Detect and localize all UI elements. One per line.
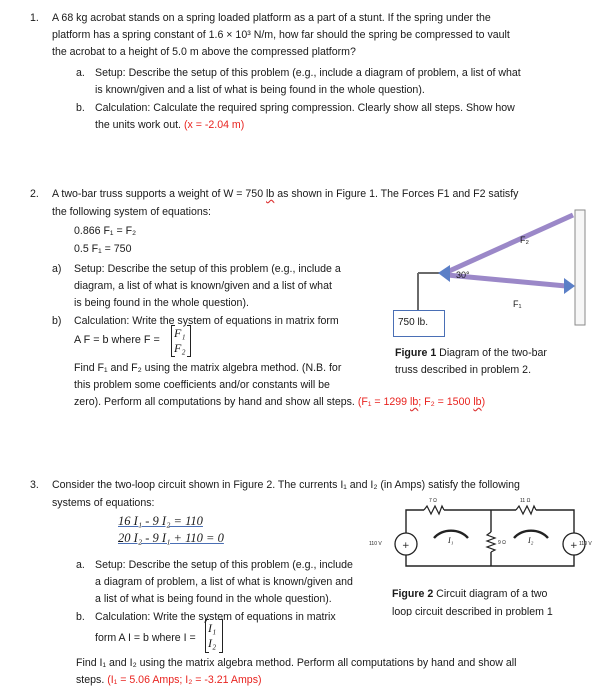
p2-line1b: as shown in Figure 1. The Forces F1 and F2 satisfy	[274, 188, 519, 200]
p3-equation2-text: 20 I₂ - 9 I₁ + 110 = 0	[118, 531, 224, 545]
p1-line2: platform has a spring constant of 1.6 × 10³ N/m, how far should the spring be compressed to vault	[52, 29, 510, 41]
circuit-right-top-wire	[536, 510, 574, 533]
p2a-line1: Setup: Describe the setup of this problem (e.g., include a	[74, 263, 341, 275]
fig1-label-f1: F₁	[513, 299, 522, 309]
p2-answer-b: ; F₂ = 1500	[418, 396, 474, 408]
fig2-current-i2: I₂	[528, 536, 534, 545]
fig1-caption-bold: Figure 1	[395, 347, 437, 359]
p2b-label: b)	[52, 315, 62, 327]
p3-line2: systems of equations:	[52, 497, 155, 509]
p2-line2: the following system of equations:	[52, 206, 211, 218]
p2-equation2: 0.5 F₁ = 750	[74, 243, 132, 255]
truss-wall	[575, 210, 585, 325]
fig1-caption-line1	[395, 346, 547, 360]
p3-equation2	[118, 531, 224, 545]
p2-answer-lb1: lb	[410, 396, 419, 408]
p1b-line1: Calculation: Calculate the required spring compression. Clearly show all steps. Show how	[95, 102, 515, 114]
fig1-angle-label: 30°	[456, 270, 470, 280]
p2-vector-F2: F₂	[174, 341, 186, 355]
p3-vector-I	[205, 619, 223, 653]
p2-line-this: this problem some coefficients and/or constants will be	[74, 379, 330, 391]
p3b-line1: Calculation: Write the system of equations in matrix	[95, 611, 336, 623]
p3-answer: (I₁ = 5.06 Amps; I₂ = -3.21 Amps)	[107, 674, 262, 686]
p2a-label: a)	[52, 263, 62, 275]
p3a-line2: a diagram of problem, a list of what is known/given and	[95, 576, 353, 588]
p2-find-line: Find F₁ and F₂ using the matrix algebra method. (N.B. for	[74, 362, 342, 374]
p2a-line3: is being found in the whole question).	[74, 297, 249, 309]
p2-number: 2.	[30, 188, 39, 200]
p2-line1a: A two-bar truss supports a weight of W = 750	[52, 188, 267, 200]
p1b-label: b.	[76, 102, 85, 114]
p2-answer-c: )	[481, 396, 486, 408]
fig1-caption-rest: Diagram of the two-bar	[436, 347, 547, 359]
circuit-source-right-sign: +	[570, 541, 578, 551]
circuit-resistor-middle	[487, 532, 495, 552]
truss-upper-bar	[447, 215, 573, 272]
p2-vector-F	[171, 325, 191, 357]
circuit-left-top-wire	[406, 510, 424, 533]
p3a-line1: Setup: Describe the setup of this problem (e.g., include	[95, 559, 353, 571]
p3-number: 3.	[30, 479, 39, 491]
fig2-voltage-left: 110 V	[369, 541, 382, 547]
p3-equation1	[118, 514, 203, 528]
fig2-caption-rest: Circuit diagram of a two	[433, 588, 548, 600]
p1-number: 1.	[30, 12, 39, 24]
p2-line-zero	[74, 395, 485, 409]
truss-wall-arrow-icon	[564, 278, 575, 294]
figure2-circuit-diagram	[384, 500, 594, 570]
p2-line1-lb: lb	[266, 188, 275, 200]
fig1-weight-text: 750 lb.	[398, 317, 429, 328]
fig2-resistor-left-label: 7 Ω	[429, 498, 437, 504]
p1-answer: (x = -2.04 m)	[183, 119, 245, 131]
fig2-resistor-mid-label: 9 Ω	[498, 540, 506, 546]
p1b-line2-text: the units work out.	[95, 119, 181, 131]
p3a-line3: a list of what is being found in the whole question).	[95, 593, 332, 605]
fig2-caption-line2: loop circuit described in problem 1	[392, 606, 553, 616]
p3-equation1-text: 16 I₁ - 9 I₂ = 110	[118, 514, 203, 528]
p2-line-zero-text: zero). Perform all computations by hand and show all steps.	[74, 396, 355, 408]
p1b-line2	[95, 118, 244, 132]
p2-matrix-lead: A F = b where F =	[74, 334, 160, 346]
fig2-current-i1: I₁	[448, 536, 454, 545]
p2b-line1: Calculation: Write the system of equations in matrix form	[74, 315, 339, 327]
p1a-label: a.	[76, 67, 85, 79]
circuit-bottom-wire	[406, 555, 574, 566]
p1a-line2: is known/given and a list of what is being found in the whole question).	[95, 84, 425, 96]
fig1-caption-line2: truss described in problem 2.	[395, 364, 532, 376]
p3-vector-I1: I₁	[208, 621, 217, 635]
p3-vector-I2: I₂	[208, 636, 217, 650]
truss-joint-arrow-icon	[438, 265, 450, 282]
p2-vector-F1: F₁	[174, 326, 186, 340]
p3-find-line: Find I₁ and I₂ using the matrix algebra method. Perform all computations by hand and show all	[76, 657, 517, 669]
p3-steps-text: steps.	[76, 674, 105, 686]
p3a-label: a.	[76, 559, 85, 571]
fig2-resistor-right-label: 11 Ω	[520, 498, 531, 504]
fig1-weight-box	[393, 310, 445, 337]
fig2-voltage-right: 110 V	[579, 541, 592, 547]
p3-line1: Consider the two-loop circuit shown in Figure 2. The currents I₁ and I₂ (in Amps) satisfy the following	[52, 479, 520, 491]
p3-steps-line	[76, 673, 262, 687]
circuit-source-left-sign: +	[402, 541, 410, 551]
fig1-weight-label	[398, 316, 428, 330]
fig2-caption-line1	[392, 587, 547, 601]
p2a-line2: diagram, a list of what is known/given and a list of what	[74, 280, 332, 292]
p2-answer	[358, 396, 485, 408]
p3-matrix-lead: form A I = b where I =	[95, 632, 196, 644]
p1-line3: the acrobat to a height of 5.0 m above the compressed platform?	[52, 46, 356, 58]
fig1-label-f2: F₂	[520, 235, 529, 245]
p3b-label: b.	[76, 611, 85, 623]
p1-line1: A 68 kg acrobat stands on a spring loaded platform as a part of a stunt. If the spring under the	[52, 12, 491, 24]
p2-line1	[52, 187, 518, 201]
p2-answer-lb2: lb	[473, 396, 482, 408]
fig2-caption-bold: Figure 2	[392, 588, 434, 600]
p1a-line1: Setup: Describe the setup of this problem (e.g., include a diagram of problem, a list of what	[95, 67, 521, 79]
p2-answer-a: (F₁ = 1299	[357, 396, 410, 408]
p2-equation1: 0.866 F₁ = F₂	[74, 225, 137, 237]
